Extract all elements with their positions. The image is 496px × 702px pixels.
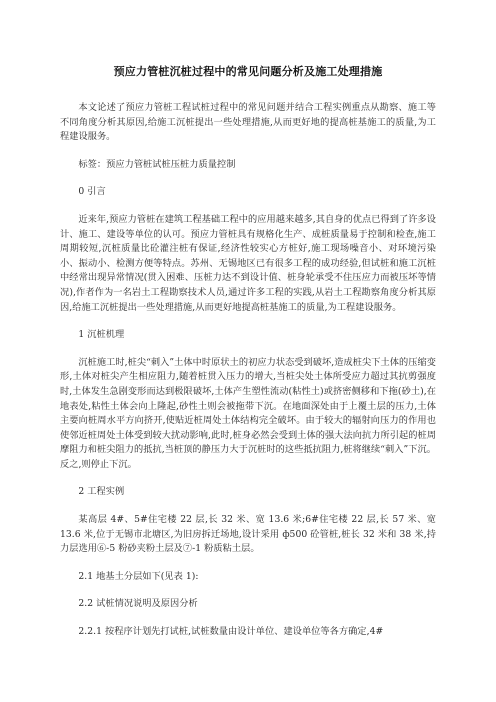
abstract-paragraph: 本文论述了预应力管桩工程试桩过程中的常见问题并结合工程实例重点从勘察、施工等不同角度分析其原因,给施工沉桩提出一些处理措施,从而更好地的提高桩基施工的质量,为工程建设服务。 [60,102,436,143]
keywords-line: 标签：预应力管桩试桩压桩力质量控制 [78,158,236,170]
subsection-heading-test-pile: 2.2 试桩情况说明及原因分析 [78,598,198,610]
intro-paragraph: 近来年,预应力管桩在建筑工程基础工程中的应用越来越多,其自身的优点已得到了许多设计、施工、建设等单位的认可。预应力管桩具有规格化生产、成桩质量易于控制和检查,施工周期较短,沉桩质量比砼灌注桩有保证,经济性较实心方桩好,施工现场噪音小、对环境污染小、振动小、检测方便等特点。苏州、无锡地区已有很多工程的成功经验,但试桩和施工沉桩中经常出现异常情况(贯入困难、压桩力达不到设计值、桩身轮承受不住压应力而被压坏等情况),作者作为一名岩土工程勘察技术人员,通过许多工程的实践,从岩土工程勘察角度分析其原因,给施工沉桩提出一些处理措施,从而更好地提高桩基施工的质量,为工程建设服务。 [60,213,436,313]
section-heading-intro: 0 引言 [78,186,106,198]
example-paragraph: 某高层 4#、5#住宅楼 22 层,长 32 米、宽 13.6 米;6#住宅楼 22 层,长 57 米、宽 13.6 米,位于无锡市北塘区,为旧房拆迁场地,设计采用 ф500 砼管桩,桩长 32 米和 38 米,持力层选用⑥-5 粉砂夹粉土层及⑦-1 粉质粘土层。 [60,514,436,555]
mechanism-paragraph: 沉桩施工时,桩尖“刺入”土体中时原状土的初应力状态受到破坏,造成桩尖下土体的压缩变形,土体对桩尖产生相应阻力,随着桩贯入压力的增大,当桩尖处土体所受应力超过其抗剪强度时,土体发生急剧变形而达到极限破坏,土体产生塑性流动(粘性土)或挤密侧移和下拖(砂土),在地表处,粘性土体会向上隆起,砂性土则会被拖带下沉。在地面深处由于上覆土层的压力,土体主要向桩周水平方向挤开,使贴近桩周处土体结构完全破坏。由于较大的辐射向压力的作用也使邻近桩周处土体受到较大扰动影响,此时,桩身必然会受到土体的强大法向抗力所引起的桩周摩阻力和桩尖阻力的抵抗,当桩顶的静压力大于沉桩时的这些抵抗阻力,桩将继续“刺入”下沉。反之,则停止下沉。 [60,356,436,470]
subsection-heading-soil-layers: 2.1 地基土分层如下(见表 1): [78,570,199,582]
document-title: 预应力管桩沉桩过程中的常见问题分析及施工处理措施 [113,65,383,78]
subsection-paragraph-plan: 2.2.1 按程序计划先打试桩,试桩数量由设计单位、建设单位等各方确定,4# [78,626,384,638]
section-heading-mechanism: 1 沉桩机理 [78,329,125,341]
section-heading-example: 2 工程实例 [78,486,125,498]
